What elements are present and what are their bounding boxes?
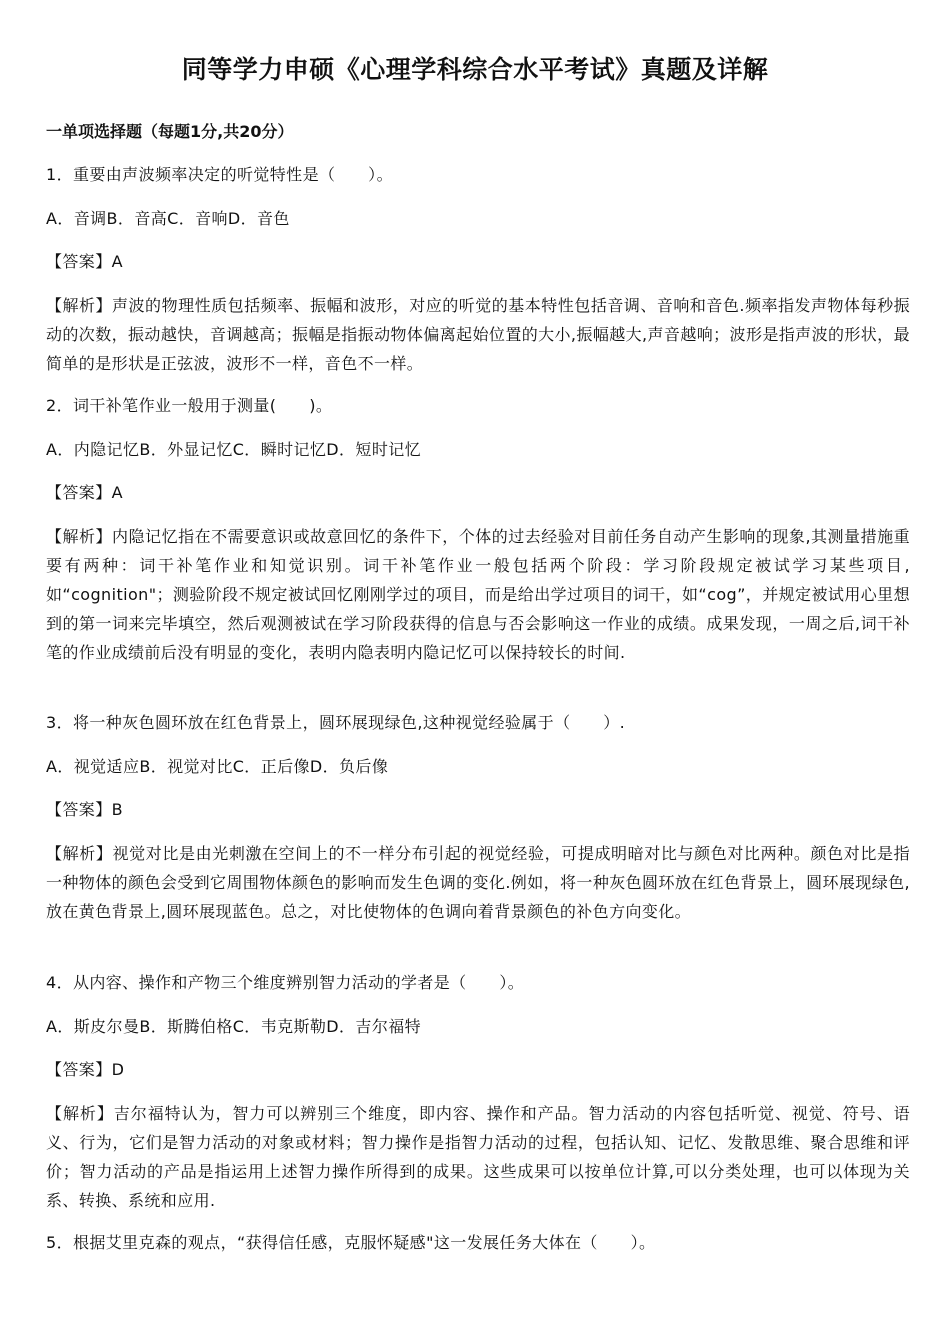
question-1-options: A．音调B．音高C．音响D．音色 <box>46 209 290 228</box>
document-title: 同等学力申硕《心理学科综合水平考试》真题及详解 <box>181 55 769 84</box>
question-4-stem: 4．从内容、操作和产物三个维度辨别智力活动的学者是（ ）。 <box>46 973 525 992</box>
section-heading: 一单项选择题（每题1分,共20分） <box>46 122 294 141</box>
question-5-stem: 5．根据艾里克森的观点，“获得信任感，克服怀疑感"这一发展任务大体在（ ）。 <box>46 1233 656 1252</box>
question-1-analysis: 【解析】声波的物理性质包括频率、振幅和波形，对应的听觉的基本特性包括音调、音响和音色.频率指发声物体每秒振动的次数，振动越快，音调越高；振幅是指振动物体偏离起始位置的大小,振幅越大,声音越响；波形是指声波的形状，最简单的是形状是正弦波，波形不一样，音色不一样。 <box>46 296 910 373</box>
question-1-answer: 【答案】A <box>46 252 123 271</box>
question-2-analysis: 【解析】内隐记忆指在不需要意识或故意回忆的条件下，个体的过去经验对目前任务自动产生影响的现象,其测量措施重要有两种：词干补笔作业和知觉识别。词干补笔作业一般包括两个阶段：学习阶段规定被试学习某些项目,如“cognition"；测验阶段不规定被试回忆刚刚学过的项目，而是给出学过项目的词干，如“cog”，并规定被试用心里想到的第一词来完毕填空，然后观测被试在学习阶段获得的信息与否会影响这一作业的成绩。成果发现，一周之后,词干补笔的作业成绩前后没有明显的变化，表明内隐表明内隐记忆可以保持较长的时间. <box>46 527 910 662</box>
question-2-answer: 【答案】A <box>46 483 123 502</box>
question-2-stem: 2．词干补笔作业一般用于测量( )。 <box>46 396 333 415</box>
question-4-answer: 【答案】D <box>46 1060 125 1079</box>
question-3-analysis: 【解析】视觉对比是由光刺激在空间上的不一样分布引起的视觉经验，可提成明暗对比与颜色对比两种。颜色对比是指一种物体的颜色会受到它周围物体颜色的影响而发生色调的变化.例如，将一种灰色圆环放在红色背景上，圆环展现绿色,放在黄色背景上,圆环展现蓝色。总之，对比使物体的色调向着背景颜色的补色方向变化。 <box>46 844 910 921</box>
question-4-analysis: 【解析】吉尔福特认为，智力可以辨别三个维度，即内容、操作和产品。智力活动的内容包括听觉、视觉、符号、语义、行为，它们是智力活动的对象或材料；智力操作是指智力活动的过程，包括认知、记忆、发散思维、聚合思维和评价；智力活动的产品是指运用上述智力操作所得到的成果。这些成果可以按单位计算,可以分类处理，也可以体现为关系、转换、系统和应用. <box>46 1104 910 1210</box>
question-1-stem: 1．重要由声波频率决定的听觉特性是（ ）。 <box>46 165 393 184</box>
question-3-options: A．视觉适应B．视觉对比C．正后像D．负后像 <box>46 757 389 776</box>
question-2-options: A．内隐记忆B．外显记忆C．瞬时记忆D．短时记忆 <box>46 440 422 459</box>
question-4-options: A．斯皮尔曼B．斯腾伯格C．韦克斯勒D．吉尔福特 <box>46 1017 422 1036</box>
question-3-stem: 3．将一种灰色圆环放在红色背景上，圆环展现绿色,这种视觉经验属于（ ）. <box>46 713 626 732</box>
question-3-answer: 【答案】B <box>46 800 123 819</box>
